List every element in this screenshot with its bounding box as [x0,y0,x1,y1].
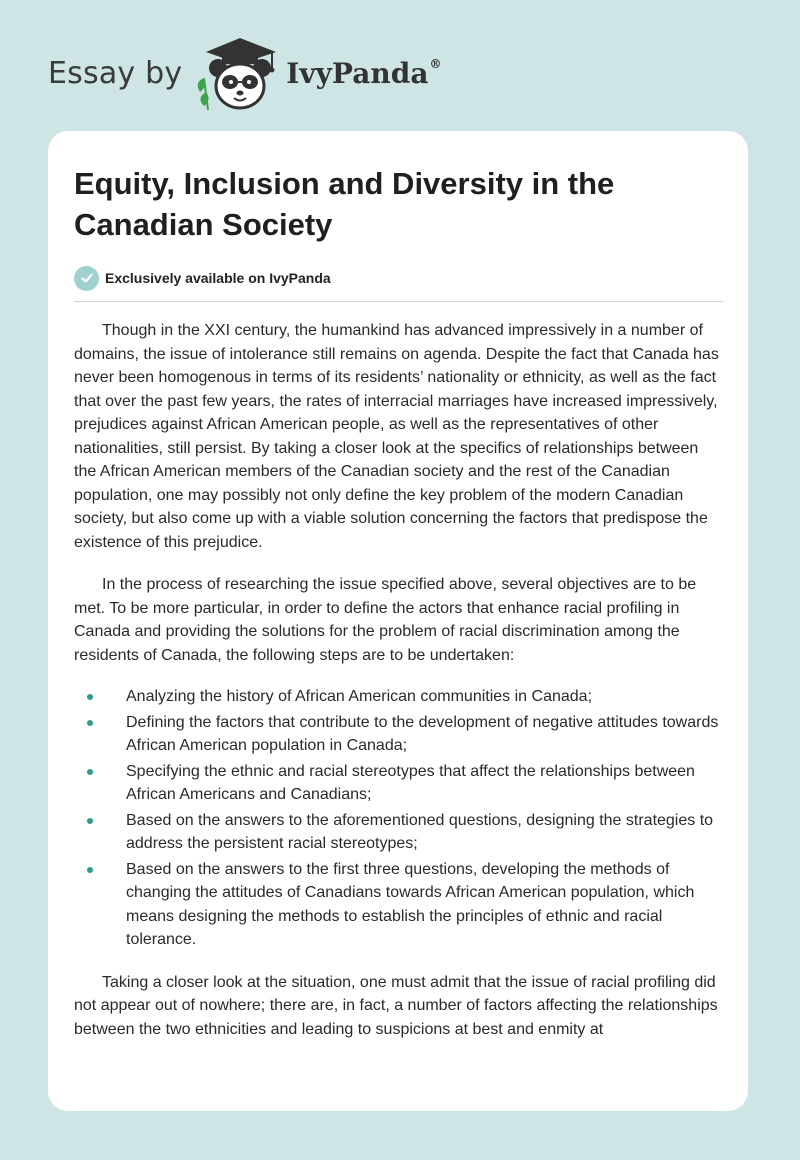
bullet-icon [87,720,93,726]
list-item-text: Analyzing the history of African American communities in Canada; [126,688,593,705]
site-header [48,28,441,118]
list-item-text: Based on the answers to the first three questions, developing the methods of changing the attitudes of Canadians towards African American population, which means designing the methods to establish the principles of ethnic and racial tolerance. [126,860,695,948]
list-item [74,858,724,952]
list-item [74,711,724,758]
list-item-text: Based on the answers to the aforementioned questions, designing the strategies to address the persistent racial stereotypes; [126,811,714,852]
list-item [74,809,724,856]
registered-mark: ® [429,57,442,72]
list-item [74,685,724,709]
bullet-icon [87,769,93,775]
brand-name[interactable] [286,57,441,90]
badge-text: Exclusively available on IvyPanda [105,270,331,286]
paragraph-2: In the process of researching the issue specified above, several objectives are to be met. To be more particular, in order to define the actors that enhance racial profiling in Canada and providing the solutions for the problem of racial discrimination among the residents of Canada, the following steps are to be undertaken: [74,576,697,664]
essay-content [74,163,724,1041]
ivypanda-logo-icon[interactable] [192,32,284,114]
bullet-icon [87,694,93,700]
brand-text: IvyPanda [286,56,429,90]
list-item-text: Defining the factors that contribute to the development of negative attitudes towards African American population in Canada; [126,713,719,754]
checkmark-icon [74,266,99,291]
objectives-list [74,685,724,952]
list-item-text: Specifying the ethnic and racial stereotypes that affect the relationships between African Americans and Canadians; [126,762,695,803]
divider [74,301,723,302]
paragraph-1: Though in the XXI century, the humankind has advanced impressively in a number of domains, the issue of intolerance still remains on agenda. Despite the fact that Canada has never been homogenous in terms of its residents’ nationality or ethnicity, as well as the fact that over the past few years, the rates of interracial marriages have increased impressively, prejudices against African American people, as well as the representatives of other nationalities, still persist. By taking a closer look at the specifics of relationships between the African American members of the Canadian society and the rest of the Canadian population, one may possibly not only define the key problem of the modern Canadian society, but also come up with a viable solution concerning the factors that predispose the existence of this prejudice. [74,322,719,551]
essay-title: Equity, Inclusion and Diversity in the Canadian Society [74,166,615,242]
essay-by-label: Essay by [48,55,183,91]
bullet-icon [87,818,93,824]
list-item [74,760,724,807]
exclusive-badge [74,265,724,291]
bullet-icon [87,867,93,873]
paragraph-3: Taking a closer look at the situation, one must admit that the issue of racial profiling did not appear out of nowhere; there are, in fact, a number of factors affecting the relationships between the two ethnicities and leading to suspicions at best and enmity at [74,973,718,1038]
essay-card [48,131,748,1111]
